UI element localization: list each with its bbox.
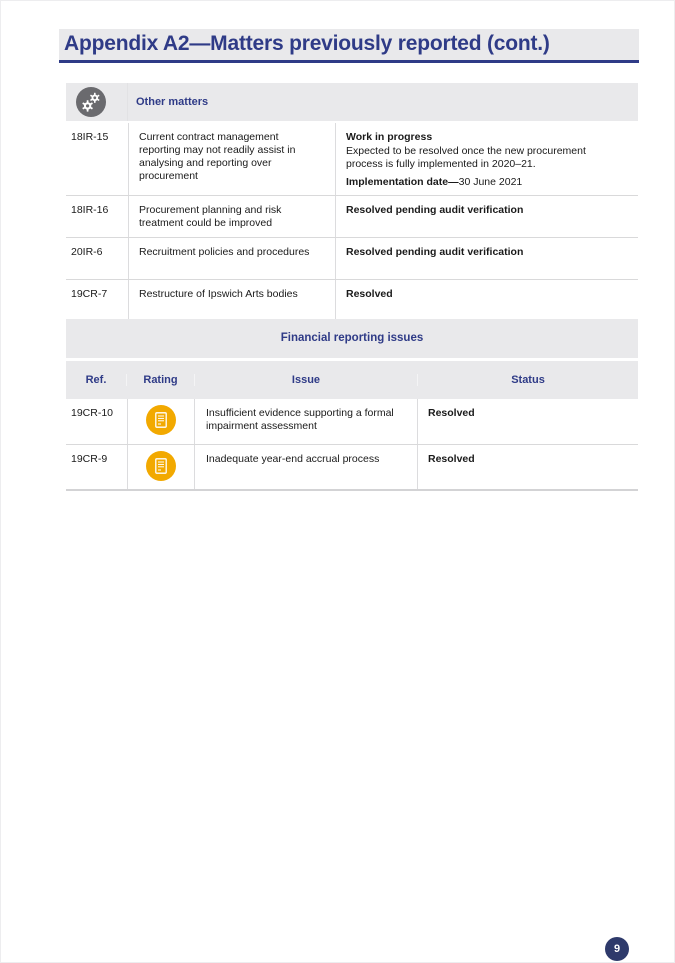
issue-cell: Procurement planning and risk treatment could be improved bbox=[128, 196, 336, 237]
status-cell bbox=[336, 238, 638, 279]
other-matters-label: Other matters bbox=[136, 95, 209, 108]
implementation-date bbox=[346, 176, 612, 189]
rating-cell bbox=[127, 445, 195, 489]
status-cell bbox=[336, 123, 638, 195]
ref-cell: 19CR-9 bbox=[71, 453, 108, 465]
table-row bbox=[66, 123, 638, 195]
status-title: Work in progress bbox=[346, 131, 433, 143]
ref-cell: 19CR-10 bbox=[71, 407, 114, 419]
issue-cell: Restructure of Ipswich Arts bodies bbox=[128, 280, 336, 321]
status-cell bbox=[336, 280, 638, 321]
implementation-date-value: 30 June 2021 bbox=[458, 176, 523, 188]
status-cell bbox=[336, 196, 638, 237]
gears-icon bbox=[76, 87, 106, 117]
other-matters-header bbox=[66, 83, 638, 121]
document-rating-icon bbox=[146, 405, 176, 435]
status-title: Resolved pending audit verification bbox=[346, 246, 524, 258]
table-row bbox=[66, 279, 638, 321]
issue-cell: Current contract management reporting may not readily assist in analysing and reporting over procurement bbox=[128, 123, 336, 195]
financial-table-rows bbox=[66, 399, 638, 491]
document-rating-icon bbox=[146, 451, 176, 481]
table-row bbox=[66, 444, 638, 489]
page-title: Appendix A2—Matters previously reported (cont.) bbox=[59, 29, 639, 63]
other-matters-table bbox=[66, 83, 638, 322]
other-matters-rows bbox=[66, 123, 638, 322]
issue-cell: Recruitment policies and procedures bbox=[128, 238, 336, 279]
status-detail: Expected to be resolved once the new procurement process is fully implemented in 2020–21. bbox=[346, 145, 586, 170]
issue-cell: Inadequate year-end accrual process bbox=[195, 445, 418, 489]
status-cell: Resolved bbox=[428, 453, 475, 465]
column-header-issue: Issue bbox=[195, 374, 418, 386]
page-number-badge: 9 bbox=[605, 937, 629, 961]
table-row bbox=[66, 195, 638, 237]
status-title: Resolved pending audit verification bbox=[346, 204, 524, 216]
implementation-date-label: Implementation date— bbox=[346, 176, 459, 188]
status-title: Resolved bbox=[346, 288, 393, 300]
ref-cell: 18IR-16 bbox=[71, 204, 109, 216]
column-header-status: Status bbox=[511, 374, 545, 386]
table-row bbox=[66, 399, 638, 444]
status-cell: Resolved bbox=[428, 407, 475, 419]
ref-cell: 19CR-7 bbox=[71, 288, 108, 300]
financial-table-header bbox=[66, 361, 638, 399]
column-header-ref: Ref. bbox=[66, 374, 127, 386]
ref-cell: 18IR-15 bbox=[71, 131, 109, 143]
rating-cell bbox=[127, 399, 195, 444]
ref-cell: 20IR-6 bbox=[71, 246, 103, 258]
financial-reporting-title: Financial reporting issues bbox=[66, 319, 638, 358]
financial-reporting-table bbox=[66, 319, 638, 491]
column-header-rating: Rating bbox=[127, 374, 195, 386]
other-matters-icon-cell bbox=[66, 83, 128, 121]
table-row bbox=[66, 237, 638, 279]
issue-cell: Insufficient evidence supporting a formal impairment assessment bbox=[195, 399, 418, 444]
page-title-block bbox=[59, 29, 639, 63]
